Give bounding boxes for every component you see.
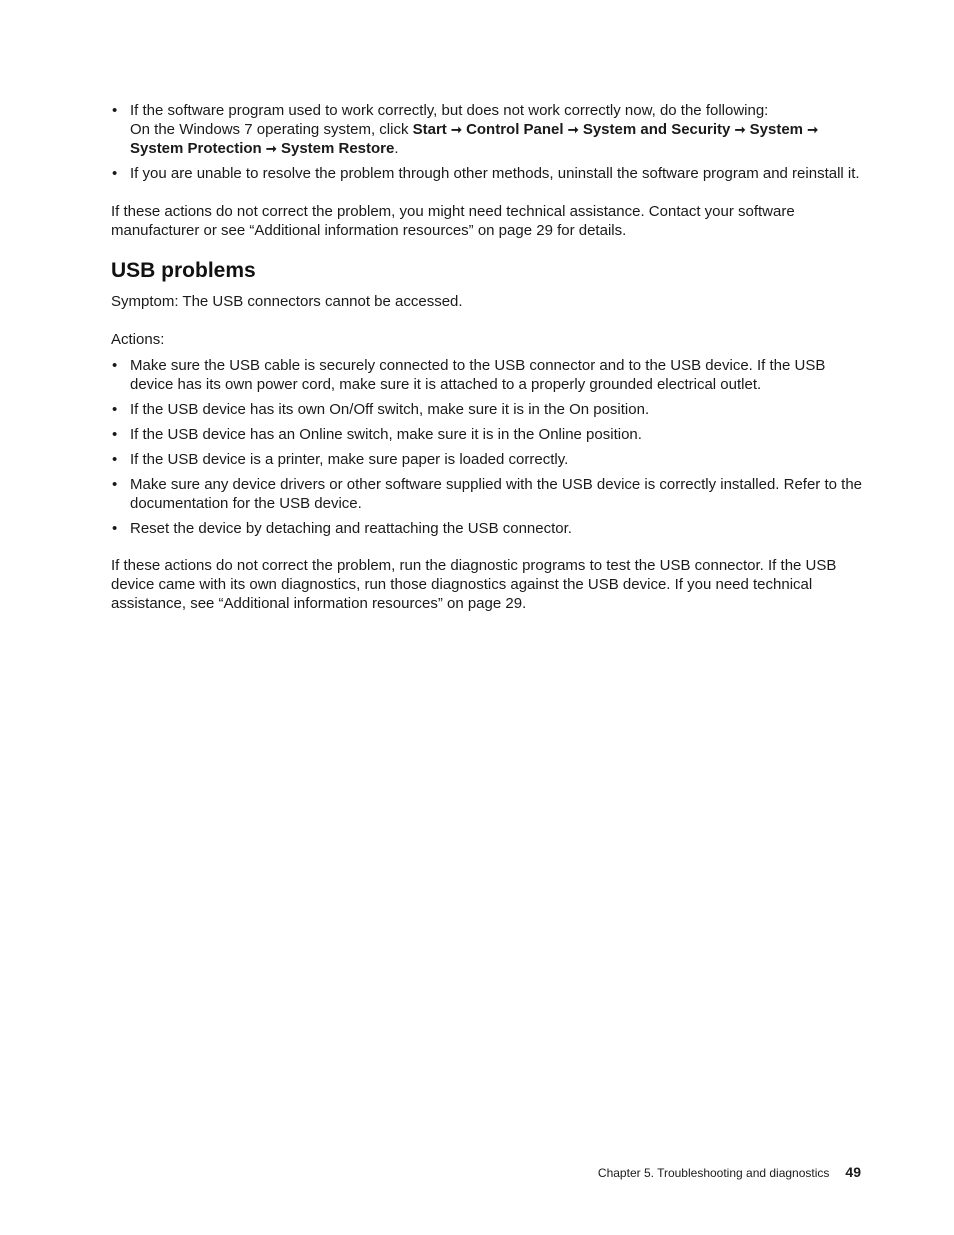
arrow-icon: ➞ (265, 141, 277, 156)
path-step-start: Start (412, 121, 447, 138)
path-step-system-restore: System Restore (280, 140, 395, 157)
list-item: • Reset the device by detaching and reattaching the USB connector. (111, 519, 863, 538)
path-suffix: . (394, 140, 399, 157)
page-content (111, 101, 863, 613)
arrow-icon: ➞ (450, 122, 462, 137)
list-item (111, 101, 863, 158)
path-step-system-and-security: System and Security (582, 121, 731, 138)
path-prefix: On the Windows 7 operating system, click (130, 121, 413, 138)
path-step-system-protection: System Protection (130, 140, 262, 157)
path-step-control-panel: Control Panel (466, 121, 564, 138)
symptom-text: Symptom: The USB connectors cannot be accessed. (111, 293, 463, 310)
usb-closing-paragraph: If these actions do not correct the problem, run the diagnostic programs to test the USB connector. If the USB device came with its own diagnostics, run those diagnostics against the USB device. If you need technical assistance, see “Additional information resources” on page 29. (111, 557, 837, 612)
list-item: • If the USB device has its own On/Off switch, make sure it is in the On position. (111, 400, 863, 419)
list-item: • Make sure the USB cable is securely connected to the USB connector and to the USB device. If the USB device has its own power cord, make sure it is attached to a properly grounded electrical outlet. (111, 356, 863, 394)
list-item: • Make sure any device drivers or other software supplied with the USB device is correctly installed. Refer to the documentation for the USB device. (111, 475, 863, 513)
list-item: • If the USB device is a printer, make sure paper is loaded correctly. (111, 450, 863, 469)
page-footer (598, 1164, 861, 1180)
actions-label: Actions: (111, 331, 165, 348)
software-closing-paragraph: If these actions do not correct the problem, you might need technical assistance. Contact your software manufacturer or see “Additional information resources” on page 29 for details. (111, 203, 795, 239)
page-number: 49 (845, 1164, 861, 1180)
actions-list (111, 356, 863, 538)
arrow-icon: ➞ (567, 122, 579, 137)
section-heading: USB problems (111, 259, 256, 282)
bullet-text: If you are unable to resolve the problem through other methods, uninstall the software program and reinstall it. (130, 165, 860, 182)
arrow-icon: ➞ (734, 122, 746, 137)
list-item (111, 164, 863, 183)
arrow-icon: ➞ (807, 122, 819, 137)
chapter-title: Chapter 5. Troubleshooting and diagnostics (597, 1166, 830, 1180)
software-bullet-list (111, 101, 863, 183)
list-item: • If the USB device has an Online switch, make sure it is in the Online position. (111, 425, 863, 444)
bullet-text: If the software program used to work correctly, but does not work correctly now, do the following: (130, 102, 769, 119)
path-step-system: System (749, 121, 804, 138)
